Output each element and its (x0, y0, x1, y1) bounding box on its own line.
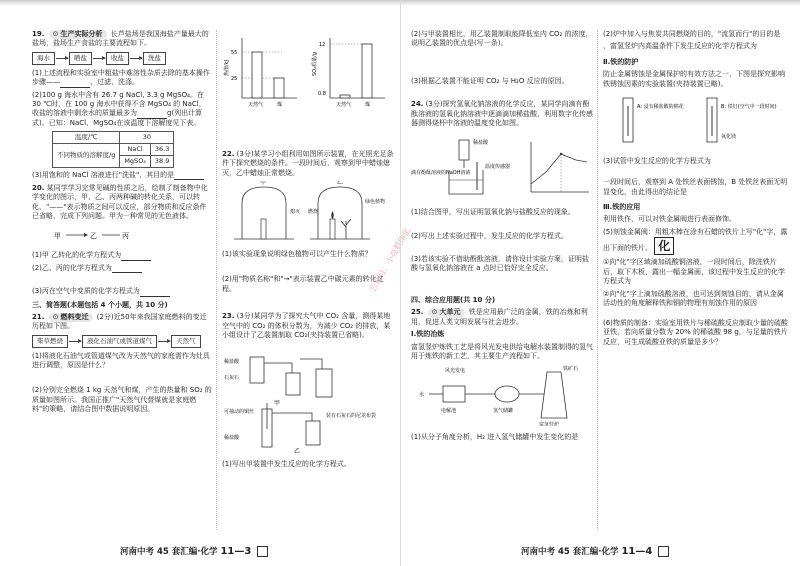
label-hydrogen-tank: 氢气储罐 (493, 408, 514, 415)
answer-blank[interactable] (121, 253, 151, 261)
right-page (400, 0, 800, 566)
label-copper-wire: 可抽动的铜丝 (224, 409, 255, 416)
category-label: 天然气 (248, 102, 264, 108)
label-jia: 甲 (260, 181, 267, 187)
arrowhead (84, 233, 88, 237)
label-furnace: 富氢竖炉 (539, 422, 560, 427)
conversion-diagram (32, 225, 212, 248)
tick-label: 12 (319, 42, 326, 48)
question-20: 20. 某同学学习完常见碱的性质之后，绘制了制备物中化学变化的图示，甲、乙、丙两种碱的转化关系，可以转化，"——"表示物质之间可以反应，部分物质和反应条件已省略，完成下列问题。甲为一种常见的无色液体。 (32, 184, 208, 221)
so2-chart (310, 32, 388, 110)
fuel-charts (222, 32, 396, 110)
tick-label: 0.8 (318, 91, 326, 97)
category-label: 煤 (277, 102, 283, 108)
label-acid: 稀盐酸 (224, 359, 240, 366)
left-footer: 河南中考 45 套汇编·化学 11—3 (120, 545, 268, 559)
plant-icon (341, 219, 351, 239)
left-column-b: 热值/kJ 55 25 天然气 煤 SO₂质量/g 12 0.8 天然气 煤 22. (3分)某学习小组利用如图所示装置，在光照充足条件下探究燃烧的条件。一段时间后，观察到甲中蜡烛熄灭，乙中蜡烛正常燃烧。 熄灭 甲 绿色植物 燃烧 乙 (1)该实验现象说明绿色植物可以产生什么物质？ (2)用"物质名称"和"→"表示装置乙中碳元素的转化过程。 23. (3分)某同学为了探究大气中 CO₂ 含量，测得某地空气中的 CO₂ 的体积分数为，为减少 CO₂ 的排放，某小组设计了乙装置制取 CO₂(夹持装置已省略)。 稀盐酸 石灰石 甲 可抽动的铜丝 装有石灰石的尼龙布袋 稀盐酸 乙 (1)写出甲装置中发生反应的化学方程式。 (222, 30, 396, 472)
answer-blank[interactable] (140, 289, 170, 297)
bar-natural-gas (340, 95, 350, 98)
question-24: 24. (3分)探究氢氧化钠溶液的化学反应，某同学向滴有酚酞溶液的氢氧化钠溶液中逐滴滴加稀盐酸，利用数字化传感器测得烧杯中溶液的温度变化如图。 (411, 100, 593, 128)
label-jia: 甲 (54, 231, 61, 240)
right-column-d: (2)炉中加入与焦炭共同燃烧的目的，"流氢而行"的目的是 ，富氢竖炉内高温条件下发生反应的化学方程式为 Ⅱ.铁的防护 防止金属锈蚀是金属保护的有效方法之一，下图是探究影响铁锈蚀因素的实验装置(夹持装置已略)。 A: 浸有稀盐酸的棉花 B: 铁钉(空气中一段时间) 氧化镁 (3)试管中发生反应的化学方程式为 一段时间后，观察到 A 处铁丝表面锈蚀，B 处铁丝表面无明显变化，由此得出的结论是 Ⅲ.铁的应用 利用铁作，可以对铁金属阀进行表面修饰。 (5)刻蚀金属阀：用粗木棒在涂有石蜡的铁片上写"化"字，露出下面的铁片。 化 ①向"化"字区域滴加硫酸铜溶液，一段时间后，除洗铁片后，取下木板，露出一幅金属画，该过程中发生反应的化学方程式为 ②向"化"字上滴加硫酸溶液，也可达到刻蚀目的，请从金属活动性的角度解释铁和铜的物理有刻蚀作用的原因 (6)物质的制备：实验室用铁片与稀硫酸反应制取少量的硫酸亚铁，若向质量分数为 20% 的稀硫酸 98 g，与足量的铁片反应，可生成硫酸亚铁的质量是多少？ (603, 30, 788, 346)
label-b: B: 铁钉(空气中一段时间) (721, 104, 777, 111)
right-footer: 河南中考 45 套汇编·化学 11—4 (521, 545, 669, 559)
label-nylon-bag: 装有石灰石的尼龙布袋 (326, 413, 377, 420)
label-reagent: 氧化镁 (721, 134, 737, 141)
candle-bell-jar-figure (222, 181, 396, 246)
label-bing: 丙 (122, 231, 129, 240)
question-21: 21. ⊙ 燃料变迁 (2分)近50年来我国家庭燃料的变迁历程如下图。 (32, 313, 212, 332)
tick-label: 55 (231, 50, 238, 56)
flow-box: 洗盐 (143, 52, 166, 65)
answer-blank[interactable] (137, 111, 167, 119)
y-axis-label: 热值/kJ (224, 59, 230, 76)
collection-bottle (286, 373, 300, 395)
fuel-flow-diagram (32, 335, 212, 348)
hydrogen-furnace-figure (411, 364, 593, 429)
burette (459, 140, 469, 160)
category-label: 天然气 (336, 102, 352, 108)
page-number: 11—4 (621, 545, 653, 557)
label-acid: 稀盐酸 (224, 435, 240, 442)
rust-experiment-figure (603, 92, 789, 153)
label-yi: 乙 (90, 231, 97, 240)
candle (261, 219, 266, 239)
column-divider (597, 30, 598, 530)
tag-label: ⊙ 大单元 (428, 308, 465, 317)
label-yi: 乙 (294, 448, 301, 454)
y-axis-label: SO₂质量/g (312, 52, 318, 76)
label-limestone: 石灰石 (224, 375, 240, 382)
watermark: 公众号：小亮数理化 (368, 226, 413, 294)
arrow-icon (69, 341, 81, 342)
label-jia: 甲 (274, 400, 281, 408)
label-sensor: 温度传感器 (485, 163, 511, 170)
flame-icon (331, 211, 334, 219)
flow-box: 液化石油气或管道煤气 (82, 335, 157, 348)
flow-box: 海水 (32, 52, 55, 65)
bar-natural-gas (252, 52, 262, 98)
hua-character-box: 化 (654, 237, 674, 255)
question-23: 23. (3分)某同学为了探究大气中 CO₂ 含量，测得某地空气中的 CO₂ 的体积分数为，为减少 CO₂ 的排放，某小组设计了乙装置制取 CO₂(夹持装置已省略)。 (222, 312, 391, 339)
flow-box: 柴草燃烧 (32, 335, 68, 348)
temperature-curve (531, 154, 587, 184)
label-plant: 绿色植物 (365, 199, 386, 206)
point-a (560, 152, 562, 154)
label-water: 水 (419, 392, 425, 399)
question-22: 22. (3分)某学习小组利用如图所示装置，在光照充足条件下探究燃烧的条件。一段时间后，观察到甲中蜡烛熄灭，乙中蜡烛正常燃烧。 (222, 150, 394, 177)
section-4-heading: 四、综合应用题(共 10 分) (411, 295, 496, 304)
bar-coal (362, 44, 372, 98)
label-solution: 滴有酚酞溶液的NaOH溶液 (411, 169, 471, 176)
label-extinguished: 熄灭 (290, 209, 301, 216)
arrow-icon (93, 58, 105, 59)
bottle-c (316, 369, 332, 397)
tag-label: ⊙ 燃料变迁 (49, 313, 93, 322)
flow-box: 晒盐 (69, 52, 92, 65)
label-acid: 稀盐酸 (473, 139, 489, 146)
answer-blank[interactable] (60, 80, 90, 88)
co2-apparatus-figure (222, 343, 396, 456)
bell-jar-yi (318, 187, 362, 239)
right-column-c: (2)与甲装置相比，用乙装置制取能降低室内 CO₂ 的浓度，说明乙装置的优点是(写一条)。 (3)根据乙装置不能证明 CO₂ 与 H₂O 反应的原因。 24. (3分)探究氢氧化钠溶液的化学反应，某同学向滴有酚酞溶液的氢氧化钠溶液中逐滴滴加稀盐酸，利用数字化传感器测得烧杯中溶液的温度变化如图。 稀盐酸 滴有酚酞溶液的NaOH溶液 温度传感器 (1)结合图甲，写出证明氢氧化钠与盐酸反应的现象。 (2)写出上述实验过程中，发生反应的化学方程式。 (3)若该实验不借助酚酞溶液，请你设计实验方案，证明盐酸与氢氧化钠溶液在 a 点时已恰好完全反应。 四、综合应用题(共 10 分) 25. ⊙ 大单元 铁是应用最广泛的金属，铁的冶炼和利用，促进人类文明发展与社会进步。 Ⅰ.铁的冶炼 富氢竖炉炼铁工艺是将风光发电供给电解水装置制得的氢气用于炼铁的新工艺，其主要生产流程如下。 风光发电 电解池 水 氢气储罐 铁矿石 富氢竖炉 (1)从分子角度分析，H₂ 进入氢气储罐中发生变化的是 (411, 30, 593, 445)
label-ore: 铁矿石 (563, 366, 579, 373)
solubility-table: 温度/℃ 30 不同物质的溶解度/g NaCl 36.3 MgSO₄ 38.9 (52, 131, 174, 167)
furnace (541, 372, 567, 418)
test-tube-jia (250, 357, 264, 383)
neutralization-figure (411, 132, 593, 205)
label-burning: 燃烧 (308, 209, 319, 216)
qr-icon (257, 546, 268, 557)
section-3-heading: 三、简答题(本题包括 4 个小题，共 10 分) (32, 300, 168, 309)
question-19: 19. ⊙ 生产实际分析 长芦盐场是我国海盐产量最大的盐场，盐场生产食盐的主要流程如下。 (32, 30, 212, 49)
collection-bottle (306, 421, 320, 445)
label-a: A: 浸有稀盐酸的棉花 (637, 104, 684, 111)
bar-coal (274, 78, 284, 98)
label-yi: 乙 (337, 181, 344, 187)
hydrogen-tank (495, 386, 519, 402)
column-divider (216, 30, 217, 530)
flow-box: 天然气 (171, 335, 201, 348)
left-column-a: 19. ⊙ 生产实际分析 长芦盐场是我国海盐产量最大的盐场，盐场生产食盐的主要流程如下。 海水 晒盐 收盐 洗盐 (1)上述流程和实验室中粗盐中难溶性杂质去除的基本操作步骤—— 、过滤、洗涤。 (2)100 g 海水中含有 26.7 g NaCl, 3.3 g MgSO₄。在30 ℃时，在 100 g 海水中获得不含 MgSO₄ 的 NaCl，收盐的溶液中剩余水的质量最多为 g(列出计算式)。已知：NaCl、MgSO₄在该温度下溶解度见下表。 温度/℃ 30 不同物质的溶解度/g NaCl 36.3 MgSO₄ 38.9 (3)用饱和的 NaCl 溶液进行"洗盐"，其目的是 20. 某同学学习完常见碱的性质之后，绘制了制备物中化学变化的图示，甲、乙、丙两种碱的转化关系，可以转化，"——"表示物质之间可以反应，部分物质和反应条件已省略，完成下列问题。甲为一种常见的无色液体。 甲 乙 丙 (1)甲 乙转化的化学方程式为 (2)乙、丙的化学方程式为 (3)丙在空气中变质的化学方程式为 三、简答题(本题包括 4 个小题，共 10 分) 21. ⊙ 燃料变迁 (2分)近50年来我国家庭燃料的变迁历程如下图。 柴草燃烧 液化石油气或管道煤气 天然气 (1)将液化石油气或管道煤气改为天然气的家庭需作为灶具进行调整，原因是什么？ (2)分别完全燃烧 1 kg 天然气和煤，产生的热量和 SO₂ 的质量如图所示。我国正推广"天然气代替煤就是家庭燃料"的策略，请结合图中数据说明原因。 (32, 30, 212, 418)
electrolysis-cell (443, 386, 465, 402)
flow-box: 收盐 (106, 52, 129, 65)
candle (330, 219, 335, 239)
qr-icon (658, 546, 669, 557)
arrow-icon (130, 58, 142, 59)
question-25: 25. ⊙ 大单元 铁是应用最广泛的金属，铁的冶炼和利用，促进人类文明发展与社会进步。 (411, 308, 593, 327)
page-number: 11—3 (220, 545, 252, 557)
arrow-icon (56, 58, 68, 59)
heat-chart (222, 32, 300, 110)
answer-blank[interactable] (174, 172, 204, 180)
arrow-icon (158, 341, 170, 342)
tick-label: 25 (231, 76, 238, 82)
salt-flow-diagram (32, 52, 212, 65)
answer-blank[interactable] (112, 265, 142, 273)
label-wind-solar: 风光发电 (445, 368, 466, 375)
tag-label: ⊙ 生产实际分析 (49, 30, 107, 39)
category-label: 煤 (365, 102, 371, 108)
label-electrolysis: 电解池 (441, 408, 457, 415)
